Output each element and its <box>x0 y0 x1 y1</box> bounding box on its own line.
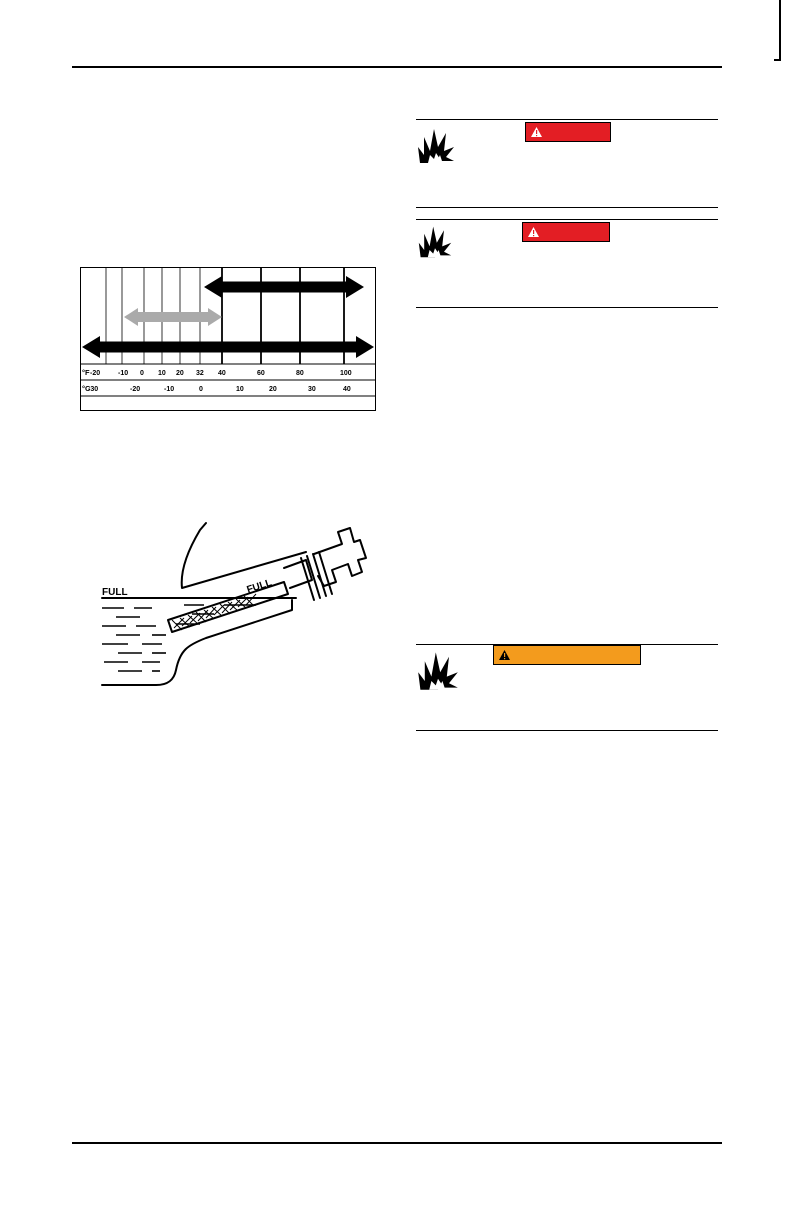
celsius-tick-label: 10 <box>236 386 244 393</box>
danger-signal-tag <box>522 222 610 242</box>
celsius-tick-label: 30 <box>308 386 316 393</box>
housing-upper-edge <box>182 523 306 588</box>
header-rule <box>72 66 722 68</box>
warning-signal-tag <box>493 645 641 665</box>
celsius-tick-label: 20 <box>269 386 277 393</box>
fahrenheit-tick-label: 100 <box>340 370 352 377</box>
danger-box-1 <box>416 119 718 209</box>
fahrenheit-tick-label: 40 <box>218 370 226 377</box>
fahrenheit-tick-label: 0 <box>140 370 144 377</box>
caution-triangle-icon <box>531 127 542 137</box>
box-bottom-rule <box>416 730 718 731</box>
celsius-tick-label: 40 <box>343 386 351 393</box>
fahrenheit-tick-label: 80 <box>296 370 304 377</box>
dipstick-full-mark: FULL <box>245 577 274 596</box>
danger-signal-tag <box>525 122 611 142</box>
temperature-range-chart <box>80 267 376 411</box>
fahrenheit-axis-label: °F <box>82 368 90 377</box>
celsius-axis-label: °C <box>82 384 91 393</box>
full-level-label: FULL <box>102 587 128 598</box>
caution-triangle-icon <box>499 650 510 660</box>
oil-level-illustration <box>96 520 368 692</box>
fahrenheit-tick-label: 10 <box>158 370 166 377</box>
dipstick-neck <box>284 560 312 588</box>
dipstick-cap <box>314 528 366 586</box>
explosion-hazard-icon <box>416 125 456 165</box>
footer-rule <box>72 1142 722 1144</box>
celsius-tick-label: -10 <box>164 386 175 393</box>
explosion-hazard-icon <box>416 223 454 259</box>
celsius-tick-label: -30 <box>88 386 99 393</box>
box-top-rule <box>416 219 718 220</box>
caution-triangle-icon <box>528 227 539 237</box>
page-corner-mark <box>774 0 784 66</box>
fahrenheit-tick-label: 60 <box>257 370 265 377</box>
danger-box-2 <box>416 219 718 309</box>
box-bottom-rule <box>416 307 718 308</box>
fahrenheit-tick-label: 32 <box>196 370 204 377</box>
fahrenheit-tick-label: -10 <box>118 370 129 377</box>
warning-box <box>416 644 718 734</box>
celsius-tick-label: 0 <box>199 386 203 393</box>
explosion-hazard-icon <box>416 648 460 692</box>
box-bottom-rule <box>416 207 718 208</box>
celsius-tick-label: -20 <box>130 386 141 393</box>
fahrenheit-tick-label: 20 <box>176 370 184 377</box>
box-top-rule <box>416 119 718 120</box>
fahrenheit-tick-label: -20 <box>90 370 101 377</box>
